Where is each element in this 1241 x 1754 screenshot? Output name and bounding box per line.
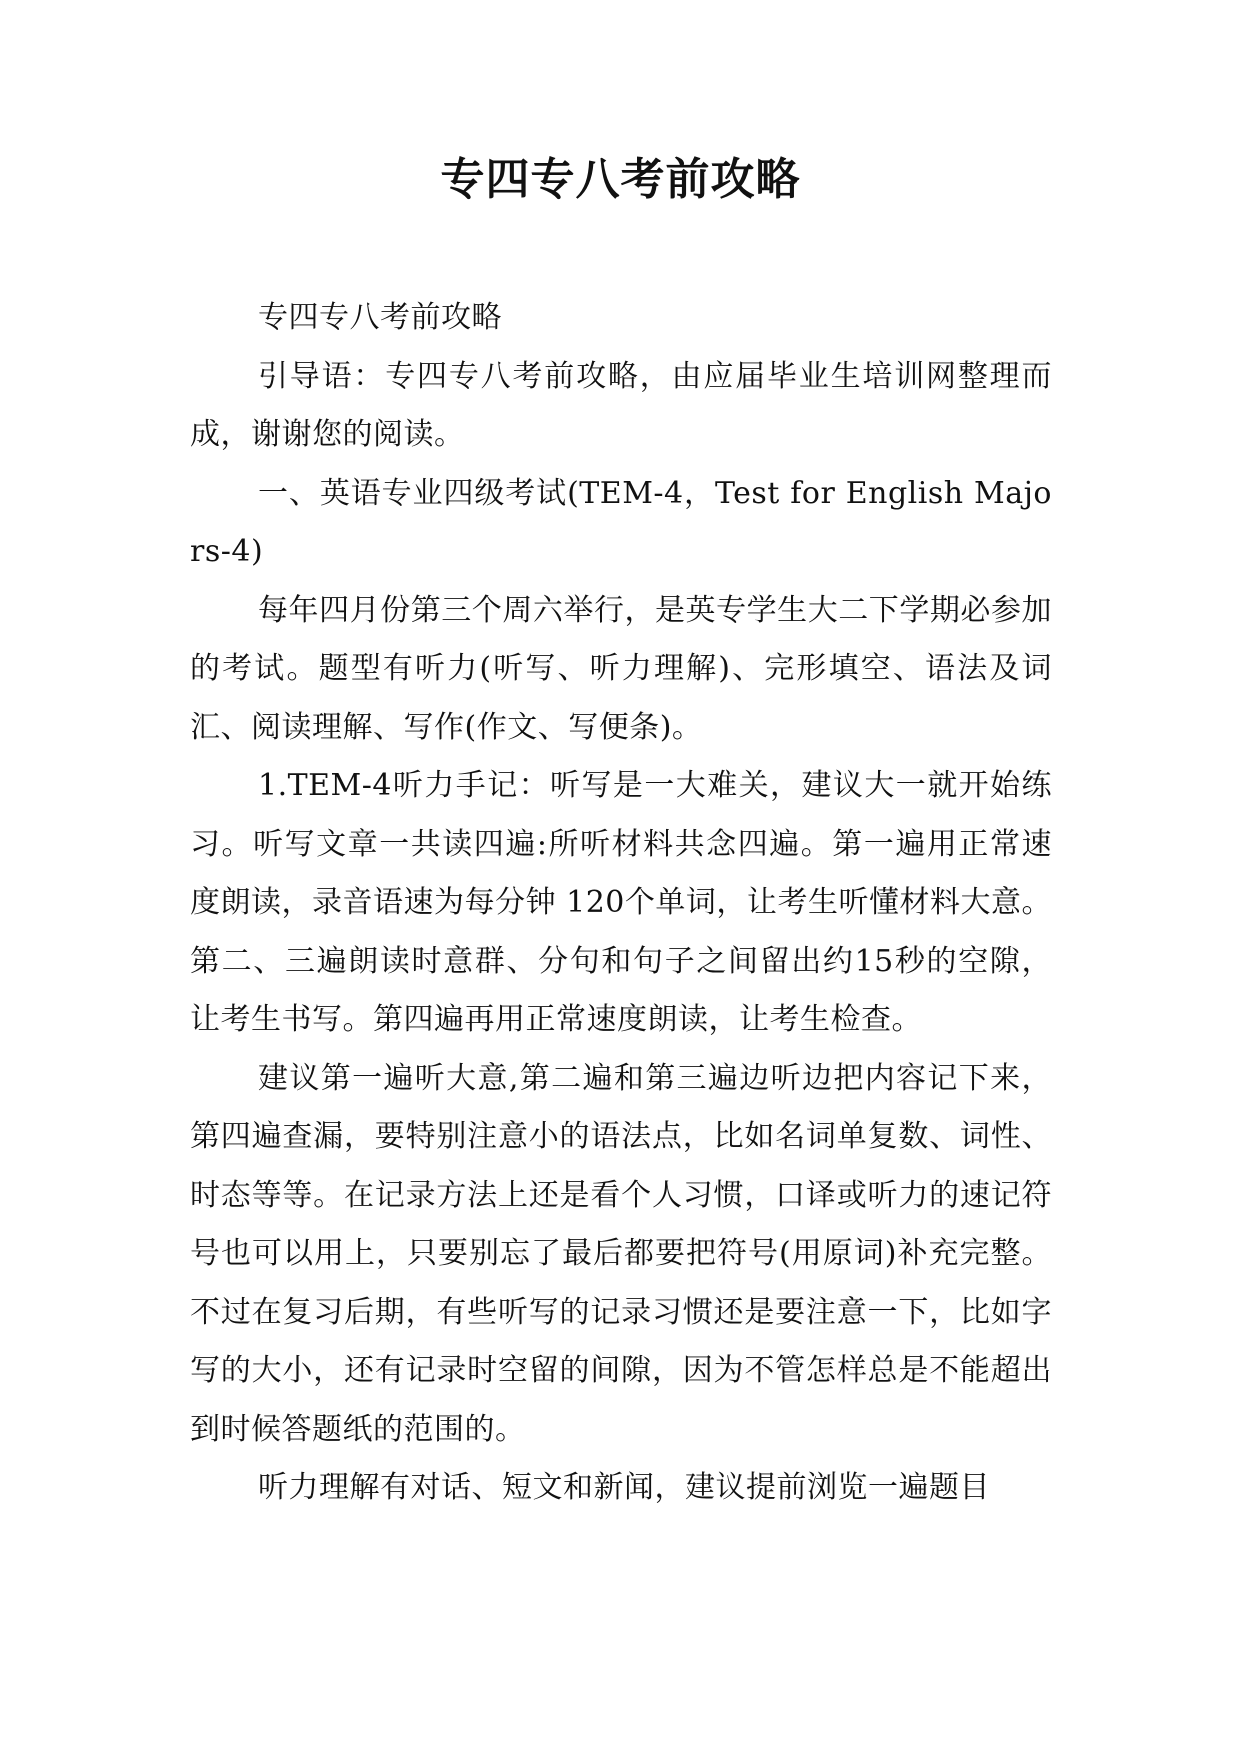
paragraph-listening-comprehension: 听力理解有对话、短文和新闻，建议提前浏览一遍题目: [258, 1470, 990, 1505]
document-title: 专四专八考前攻略: [440, 154, 801, 205]
document-body: [190, 289, 1052, 1518]
paragraph-listening-notes: 1.TEM-4听力手记：听写是一大难关，建议大一就开始练习。听写文章一共读四遍:所听材料共念四遍。第一遍用正常速度朗读，录音语速为每分钟 120个单词，让考生听懂材料大意。第二、三遍朗读时意群、分句和句子之间留出约15秒的空隙，让考生书写。第四遍再用正常速度朗读，让考生检查。: [190, 768, 1052, 1037]
paragraph-listening-advice: 建议第一遍听大意,第二遍和第三遍边听边把内容记下来，第四遍查漏，要特别注意小的语法点，比如名词单复数、词性、时态等等。在记录方法上还是看个人习惯，口译或听力的速记符号也可以用上，只要别忘了最后都要把符号(用原词)补充完整。不过在复习后期，有些听写的记录习惯还是要注意一下，比如字写的大小，还有记录时空留的间隙，因为不管怎样总是不能超出到时候答题纸的范围的。: [190, 1060, 1052, 1447]
paragraph-section-tem4: 一、英语专业四级考试(TEM-4，Test for English Majors-4): [190, 475, 1052, 569]
paragraph-intro: 引导语：专四专八考前攻略，由应届毕业生培训网整理而成，谢谢您的阅读。: [190, 358, 1052, 452]
paragraph-exam-overview: 每年四月份第三个周六举行，是英专学生大二下学期必参加的考试。题型有听力(听写、听力理解)、完形填空、语法及词汇、阅读理解、写作(作文、写便条)。: [190, 592, 1052, 745]
paragraph-heading: 专四专八考前攻略: [258, 300, 502, 335]
